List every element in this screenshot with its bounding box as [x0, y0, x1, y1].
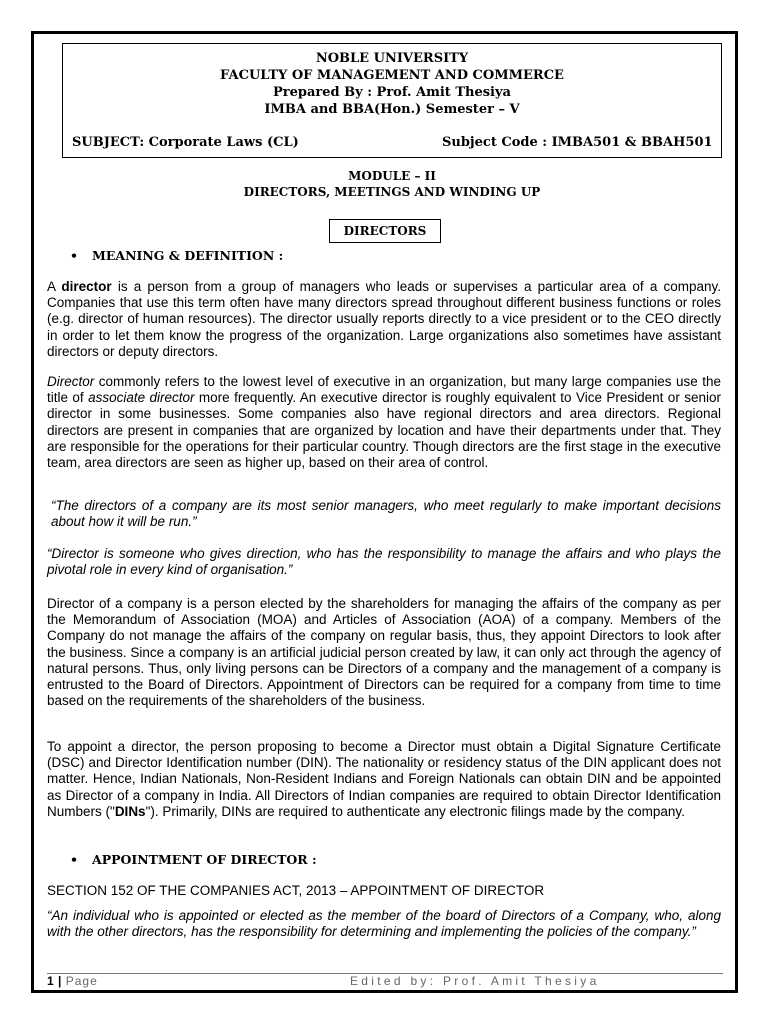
bullet-meaning-label: MEANING & DEFINITION :: [92, 248, 284, 263]
section-title-box: DIRECTORS: [329, 219, 441, 243]
quote-board-member: “An individual who is appointed or elected as the member of the board of Directors of a Company, who, along with the other directors, has the responsibility for determining and implementing the policies of the company.”: [47, 908, 721, 940]
paragraph-director-elected: Director of a company is a person elected by the shareholders for managing the affairs of the company as per the Memorandum of Association (MOA) and Articles of Association (AOA) of a company. Members of the Company do not manage the affairs of the company on regular basis, thus, they appoint Directors to look after the business. Since a company is an artificial judicial person created by law, it can only act through the agency of natural persons. Thus, only living persons can be Directors of a company and the management of a company is entrusted to the Board of Directors. Appointment of Directors can be required for a company from time to time based on the requirements of the shareholders of the business.: [47, 596, 721, 709]
module-number: MODULE – II: [348, 169, 436, 183]
quote-director-direction: “Director is someone who gives direction, who has the responsibility to manage the affairs and who plays the pivotal role in every kind of organisation.”: [47, 546, 721, 578]
section-152-heading: SECTION 152 OF THE COMPANIES ACT, 2013 – APPOINTMENT OF DIRECTOR: [47, 883, 545, 898]
subject-code: Subject Code : IMBA501 & BBAH501: [442, 135, 713, 150]
footer-page: 1 | Page: [47, 974, 98, 988]
university-name: NOBLE UNIVERSITY: [315, 51, 469, 66]
term-dins: DINs: [114, 803, 146, 819]
page-number: 1: [47, 974, 54, 988]
program-semester: IMBA and BBA(Hon.) Semester – V: [264, 102, 520, 117]
bullet-appointment-label: APPOINTMENT OF DIRECTOR :: [92, 852, 317, 867]
subject-name: SUBJECT: Corporate Laws (CL): [72, 135, 299, 150]
paragraph-director-levels: Director commonly refers to the lowest level of executive in an organization, but many large companies use the title of associate director more frequently. An executive director is roughly equivalent to Vice President or senior director in some businesses. Some companies also have regional directors and area directors. Regional directors are present in companies that are organized by location and have their departments under that. They are responsible for the operations for their particular country. Though directors are the first stage in the executive team, area directors are seen as higher up, based on their area of control.: [47, 374, 721, 471]
term-director: director: [61, 279, 112, 294]
bullet-meaning: [70, 248, 283, 263]
bullet-dot-icon: •: [70, 248, 78, 263]
prepared-by: Prepared By : Prof. Amit Thesiya: [273, 85, 511, 100]
module-title: DIRECTORS, MEETINGS AND WINDING UP: [243, 185, 541, 199]
faculty-name: FACULTY OF MANAGEMENT AND COMMERCE: [220, 68, 564, 83]
paragraph-director-definition: A director is a person from a group of managers who leads or supervises a particular area of a company. Companies that use this term often have many directors spread throughout different business functions or roles (e.g. director of human resources). The director usually reports directly to a vice president or to the CEO directly in order to let them know the progress of the organization. Large organizations also sometimes have assistant directors or deputy directors.: [47, 279, 721, 359]
footer-edited-by: Edited by: Prof. Amit Thesiya: [350, 974, 600, 988]
bullet-appointment: [70, 852, 317, 867]
bullet-dot-icon: •: [70, 852, 78, 867]
quote-senior-managers: “The directors of a company are its most senior managers, who meet regularly to make important decisions about how it will be run.”: [51, 498, 721, 530]
paragraph-din: To appoint a director, the person proposing to become a Director must obtain a Digital Signature Certificate (DSC) and Director Identification number (DIN). The nationality or residency status of the DIN applicant does not matter. Hence, Indian Nationals, Non-Resident Indians and Foreign Nationals can obtain DIN and be appointed as Director of a company in India. All Directors of Indian companies are required to obtain Director Identification Numbers ("DINs"). Primarily, DINs are required to authenticate any electronic filings made by the company.: [47, 739, 721, 819]
